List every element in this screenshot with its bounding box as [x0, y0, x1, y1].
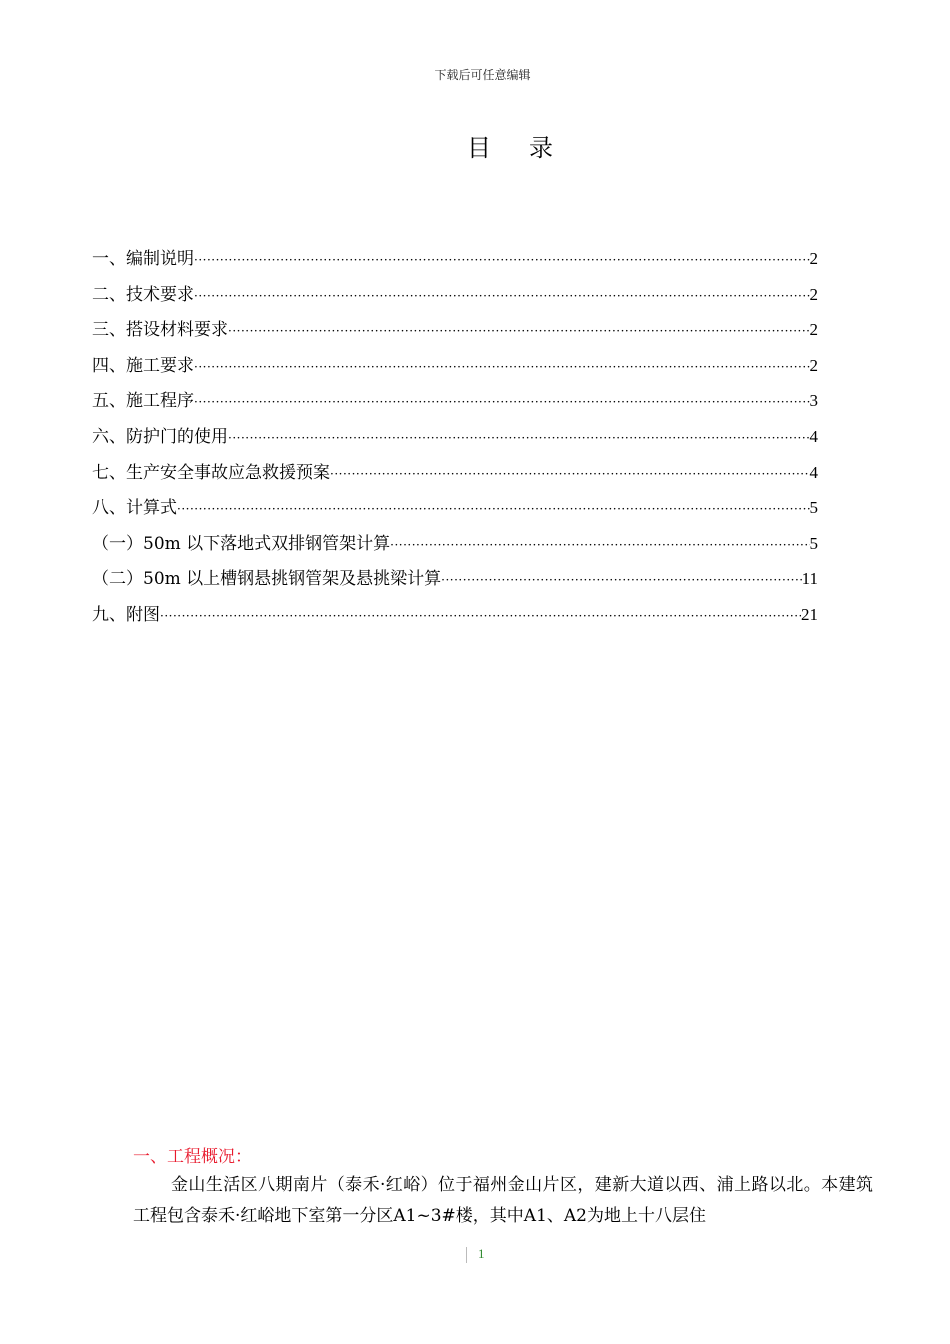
toc-entry-label: 六、防护门的使用 [92, 426, 228, 447]
toc-entry-page: 11 [801, 569, 818, 589]
toc-entry-page: 5 [809, 533, 818, 553]
toc-entry[interactable] [92, 422, 818, 458]
toc-entry-label: 二、技术要求 [92, 284, 194, 305]
section-heading: 一、工程概况： [133, 1147, 252, 1167]
page-title [0, 128, 950, 163]
toc-entry-page: 5 [809, 498, 818, 518]
title-char-2: 录 [529, 134, 553, 162]
toc-entry[interactable] [92, 244, 818, 280]
toc-leader-dots [194, 253, 810, 267]
toc-entry-label: 九、附图 [92, 604, 160, 625]
toc-entry-label: 三、搭设材料要求 [92, 320, 228, 341]
toc-entry[interactable] [92, 280, 818, 316]
toc-entry-label: 七、生产安全事故应急救援预案 [92, 462, 330, 483]
toc-entry-label: 八、计算式 [92, 498, 177, 519]
toc-leader-dots [441, 573, 801, 587]
toc-subentry[interactable] [92, 564, 818, 600]
toc-entry[interactable] [92, 386, 818, 422]
toc-leader-dots [194, 289, 810, 303]
body-text [133, 1170, 873, 1232]
toc-entry-page: 21 [801, 604, 818, 624]
body-paragraph: 金山生活区八期南片（泰禾·红峪）位于福州金山片区，建新大道以西、浦上路以北。本建筑工程包含泰禾·红峪地下室第一分区A1~3#楼，其中A1、A2为地上十八层住 [133, 1175, 873, 1226]
footer-page-number: 1 [478, 1246, 485, 1261]
toc-entry-label: （一）50m 以下落地式双排钢管架计算 [92, 533, 391, 554]
header-note: 下载后可任意编辑 [434, 68, 531, 82]
toc-entry-page: 2 [809, 284, 818, 304]
table-of-contents [92, 244, 818, 636]
toc-entry[interactable] [92, 600, 818, 636]
toc-entry[interactable] [92, 351, 818, 387]
toc-leader-dots [177, 502, 810, 516]
footer-divider [466, 1247, 467, 1263]
toc-entry-page: 2 [809, 320, 818, 340]
toc-entry[interactable] [92, 458, 818, 494]
toc-leader-dots [330, 467, 810, 481]
toc-entry-page: 2 [809, 355, 818, 375]
toc-leader-dots [390, 538, 809, 552]
toc-entry-page: 4 [809, 462, 818, 482]
toc-entry-page: 3 [809, 391, 818, 411]
toc-subentry[interactable] [92, 529, 818, 565]
toc-entry[interactable] [92, 493, 818, 529]
toc-entry-label: 四、施工要求 [92, 355, 194, 376]
toc-entry-label: 五、施工程序 [92, 391, 194, 412]
toc-entry[interactable] [92, 315, 818, 351]
toc-leader-dots [194, 395, 810, 409]
title-char-1: 目 [467, 134, 491, 162]
toc-leader-dots [228, 324, 810, 338]
toc-leader-dots [228, 431, 810, 445]
toc-entry-page: 2 [809, 249, 818, 268]
toc-leader-dots [194, 360, 810, 374]
toc-leader-dots [160, 609, 801, 623]
toc-entry-label: 一、编制说明 [92, 249, 194, 269]
toc-entry-label: （二）50m 以上槽钢悬挑钢管架及悬挑梁计算 [92, 569, 442, 590]
toc-entry-page: 4 [809, 426, 818, 446]
